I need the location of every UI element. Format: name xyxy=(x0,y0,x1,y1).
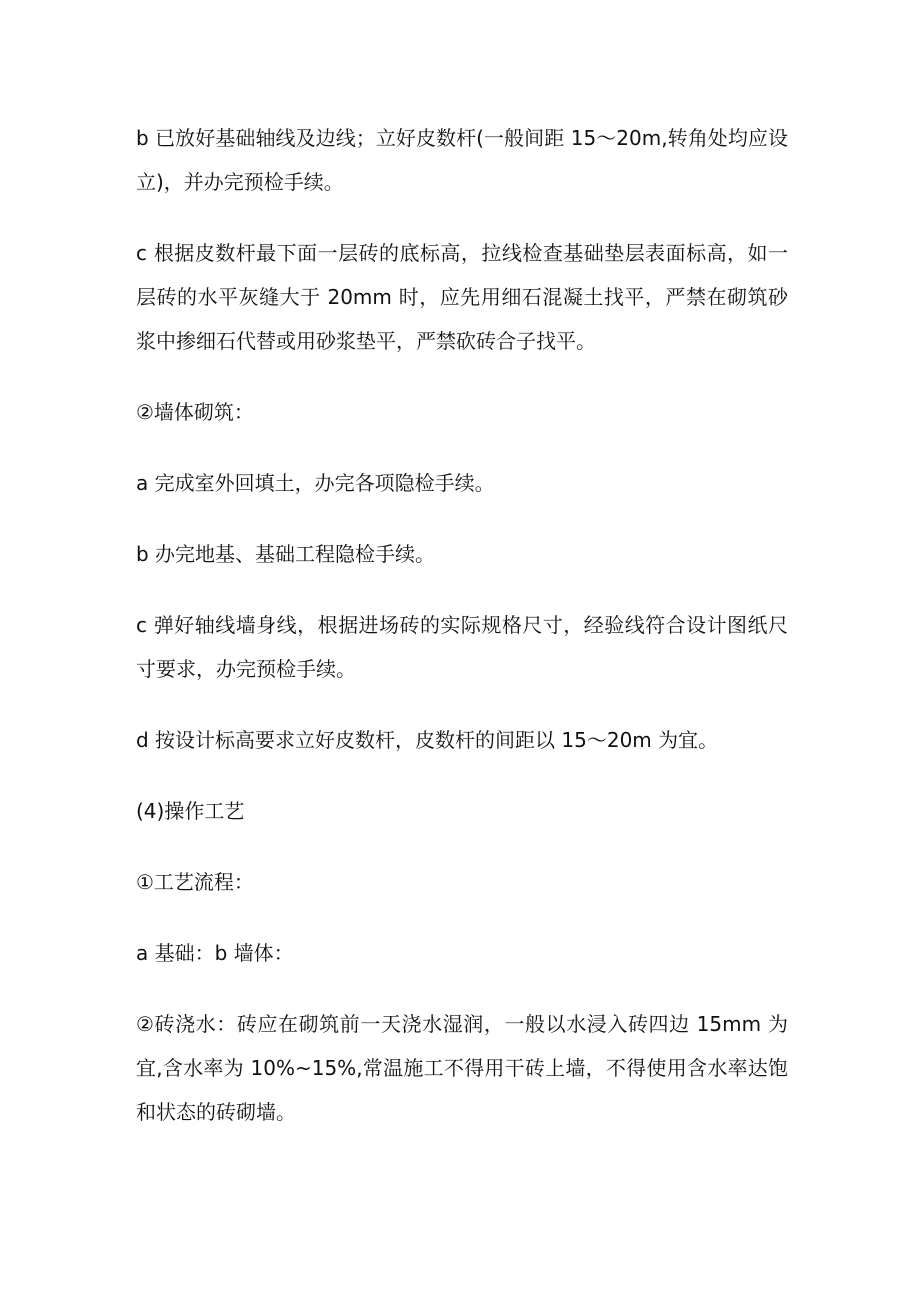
paragraph-a-backfill: a 完成室外回填土，办完各项隐检手续。 xyxy=(136,471,495,495)
paragraph-c-leveling: c 根据皮数杆最下面一层砖的底标高，拉线检查基础垫层表面标高，如一层砖的水平灰缝大于 20mm 时，应先用细石混凝土找平，严禁在砌筑砂浆中掺细石代替或用砂浆垫平，严禁砍砖合子找平。 xyxy=(136,241,788,353)
paragraph-d-gauge-rods: d 按设计标高要求立好皮数杆，皮数杆的间距以 15～20m 为宜。 xyxy=(136,728,719,752)
heading-operation-process: (4)操作工艺 xyxy=(136,799,245,823)
paragraph-c-wall-lines: c 弹好轴线墙身线，根据进场砖的实际规格尺寸，经验线符合设计图纸尺寸要求，办完预检手续。 xyxy=(136,613,788,681)
heading-wall-masonry: ②墙体砌筑： xyxy=(136,400,254,424)
paragraph-b-foundation-inspection: b 办完地基、基础工程隐检手续。 xyxy=(136,542,436,566)
document-body xyxy=(136,116,788,1161)
heading-process-flow: ①工艺流程： xyxy=(136,870,254,894)
paragraph-foundation-wall: a 基础：b 墙体： xyxy=(136,941,294,965)
paragraph-b-axis-lines: b 已放好基础轴线及边线；立好皮数杆(一般间距 15～20m,转角处均应设立)，并办完预检手续。 xyxy=(136,126,788,194)
paragraph-brick-watering: ②砖浇水：砖应在砌筑前一天浇水湿润，一般以水浸入砖四边 15mm 为宜,含水率为 10%~15%,常温施工不得用干砖上墙，不得使用含水率达饱和状态的砖砌墙。 xyxy=(136,1012,788,1124)
